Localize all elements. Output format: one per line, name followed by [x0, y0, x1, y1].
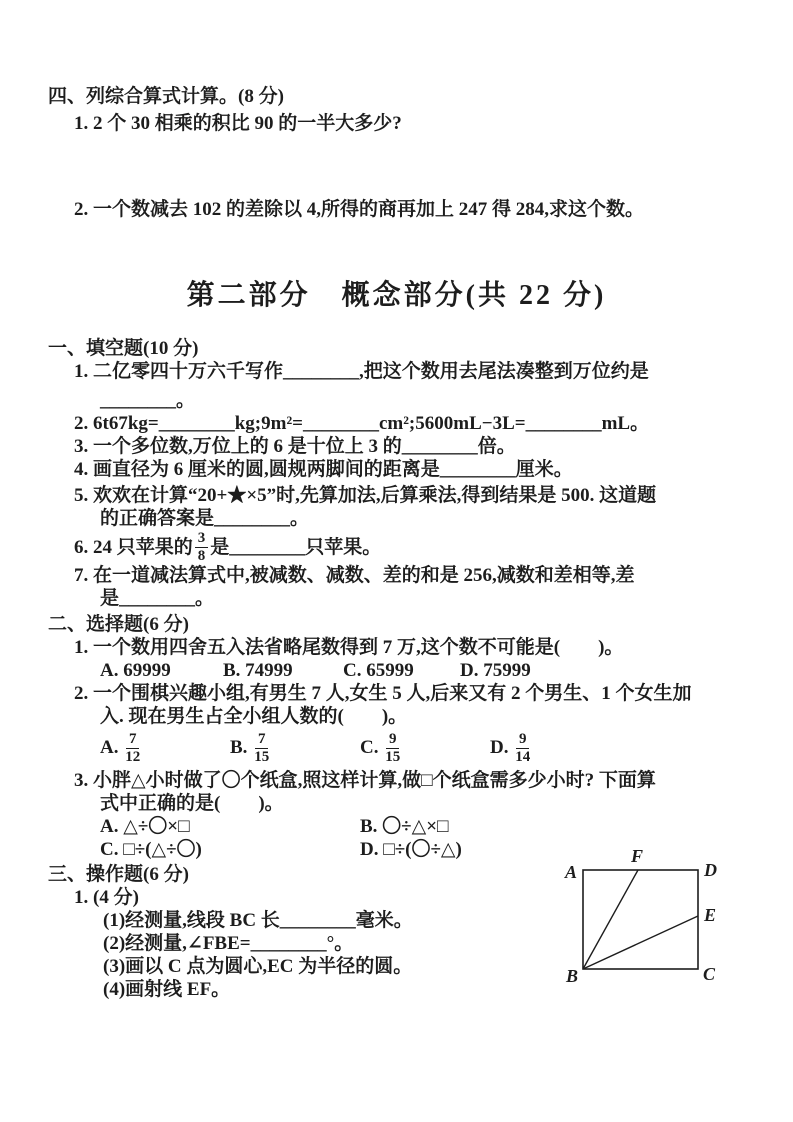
- operation-step-1: (1)经测量,线段 BC 长________毫米。: [103, 910, 413, 931]
- part-two-title: 第二部分 概念部分(共 22 分): [186, 280, 607, 311]
- operation-step-3: (3)画以 C 点为圆心,EC 为半径的圆。: [103, 956, 413, 977]
- choice-q1-option-b: B. 74999: [223, 660, 293, 681]
- operation-heading: 三、操作题(6 分): [48, 864, 189, 885]
- choice-q3-line1: 3. 小胖△小时做了〇个纸盒,照这样计算,做□个纸盒需多少小时? 下面算: [74, 770, 656, 791]
- operation-q1-label: 1. (4 分): [74, 887, 139, 908]
- operation-step-2: (2)经测量,∠FBE=________°。: [103, 933, 354, 954]
- section-four-q1: 1. 2 个 30 相乘的积比 90 的一半大多少?: [74, 113, 402, 134]
- square-abcd-diagram: [558, 848, 733, 988]
- vertex-label-c: C: [703, 964, 716, 984]
- vertex-label-b: B: [566, 966, 579, 986]
- choice-q3-options-row1: [100, 815, 793, 838]
- fill-in-q5-line2: 的正确答案是________。: [100, 508, 310, 529]
- choice-q1-option-d: D. 75999: [460, 660, 531, 681]
- fill-in-heading: 一、填空题(10 分): [48, 338, 199, 359]
- choice-q1-option-a: A. 69999: [100, 660, 171, 681]
- fill-in-q6-pre: 6. 24 只苹果的: [74, 536, 193, 558]
- segment-be: [583, 916, 698, 969]
- geometry-figure: [558, 848, 733, 988]
- fraction-7-12: $\frac{7}{12}$: [125, 730, 141, 765]
- choice-q3-option-d: D. □÷(〇÷△): [360, 839, 462, 860]
- choice-q2-option-d: D. $\frac{9}{14}$: [490, 730, 531, 765]
- fill-in-q7-line2: 是________。: [100, 588, 215, 609]
- choice-q2-line1: 2. 一个围棋兴趣小组,有男生 7 人,女生 5 人,后来又有 2 个男生、1 个女生加: [74, 683, 692, 704]
- choice-q3-line2: 式中正确的是( )。: [100, 793, 284, 814]
- fill-in-q4: 4. 画直径为 6 厘米的圆,圆规两脚间的距离是________厘米。: [74, 459, 573, 480]
- choice-q1-option-c: C. 65999: [343, 660, 414, 681]
- choice-q2-line2: 入. 现在男生占全小组人数的( )。: [100, 706, 408, 727]
- fill-in-q3: 3. 一个多位数,万位上的 6 是十位上 3 的________倍。: [74, 436, 516, 457]
- fill-in-q1-line1: 1. 二亿零四十万六千写作________,把这个数用去尾法凑整到万位约是: [74, 361, 649, 382]
- fill-in-q2: 2. 6t67kg=________kg;9m²=________cm²;5600mL−3L=________mL。: [74, 413, 650, 434]
- fill-in-q6-post: 是________只苹果。: [210, 536, 382, 558]
- section-four-q2: 2. 一个数减去 102 的差除以 4,所得的商再加上 247 得 284,求这个数。: [74, 199, 645, 220]
- choice-q2-options: [100, 730, 793, 766]
- vertex-label-f: F: [631, 848, 644, 866]
- choice-q2-option-b: B. $\frac{7}{15}$: [230, 730, 270, 765]
- fraction-9-15: $\frac{9}{15}$: [385, 730, 401, 765]
- fill-in-q6: [74, 530, 793, 564]
- choice-q3-option-a: A. △÷〇×□: [100, 816, 190, 837]
- fraction-three-eighths: $\frac{3}{8}$: [195, 531, 209, 564]
- choice-heading: 二、选择题(6 分): [48, 614, 189, 635]
- choice-q1-options: [100, 659, 793, 682]
- vertex-label-d: D: [704, 860, 717, 880]
- vertex-label-e: E: [704, 905, 717, 925]
- section-four-heading: 四、列综合算式计算。(8 分): [48, 86, 284, 107]
- fill-in-q5-line1: 5. 欢欢在计算“20+★×5”时,先算加法,后算乘法,得到结果是 500. 这道题: [74, 485, 657, 506]
- operation-step-4: (4)画射线 EF。: [103, 979, 231, 1000]
- fraction-9-14: $\frac{9}{14}$: [515, 730, 531, 765]
- fill-in-q1-line2: ________。: [100, 390, 196, 411]
- choice-q3-option-c: C. □÷(△÷〇): [100, 839, 202, 860]
- vertex-label-a: A: [565, 862, 578, 882]
- choice-q2-option-a: A. $\frac{7}{12}$: [100, 730, 141, 765]
- choice-q2-option-c: C. $\frac{9}{15}$: [360, 730, 401, 765]
- fraction-7-15: $\frac{7}{15}$: [254, 730, 270, 765]
- square-outline: [583, 870, 698, 969]
- segment-bf: [583, 870, 638, 969]
- choice-q1-text: 1. 一个数用四舍五入法省略尾数得到 7 万,这个数不可能是( )。: [74, 637, 624, 658]
- choice-q3-option-b: B. 〇÷△×□: [360, 816, 449, 837]
- fill-in-q7-line1: 7. 在一道减法算式中,被减数、减数、差的和是 256,减数和差相等,差: [74, 565, 635, 586]
